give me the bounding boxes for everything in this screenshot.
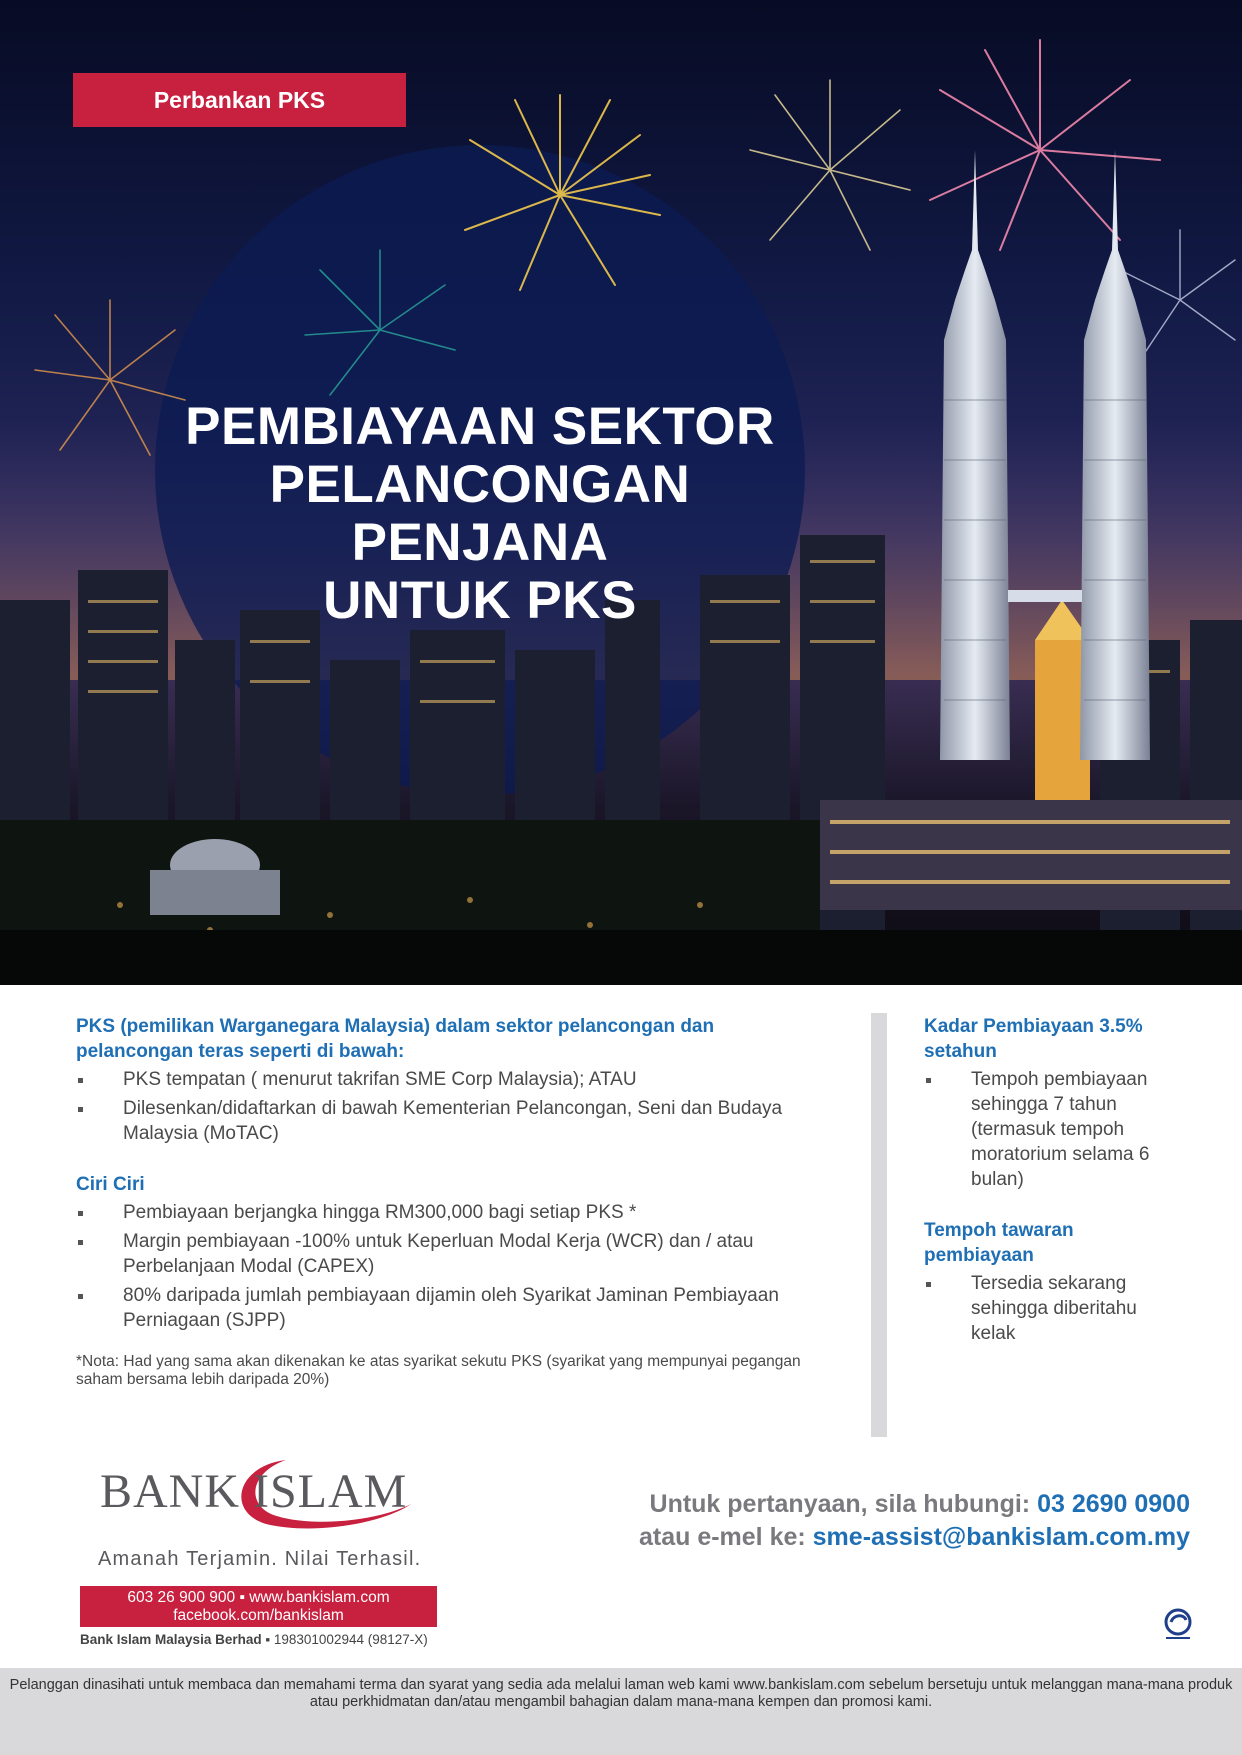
rate-title: Kadar Pembiayaan 3.5% setahun bbox=[924, 1016, 1143, 1062]
enquiry-phone-label: Untuk pertanyaan, sila hubungi: bbox=[649, 1490, 1038, 1518]
rate-list bbox=[924, 1067, 1184, 1192]
title-line: PENJANA bbox=[351, 513, 609, 572]
logo-word-islam: ISLAM bbox=[253, 1465, 408, 1518]
eligibility-title: PKS (pemilikan Warganegara Malaysia) dalam sektor pelancongan dan pelancongan teras seperti di bawah: bbox=[76, 1016, 715, 1062]
company-reg-number: ▪ 198301002944 (98127-X) bbox=[261, 1632, 428, 1647]
enquiry-email-line bbox=[639, 1521, 1190, 1554]
list-item: 80% daripada jumlah pembiayaan dijamin oleh Syarikat Jaminan Pembiayaan Perniagaan (SJPP) bbox=[76, 1283, 836, 1333]
enquiry-phone-number[interactable]: 03 2690 0900 bbox=[1037, 1490, 1190, 1518]
contact-phone-web[interactable]: 603 26 900 900 ▪ www.bankislam.com bbox=[127, 1589, 390, 1606]
details-right-column bbox=[924, 1014, 1184, 1350]
disclaimer-footer: Pelanggan dinasihati untuk membaca dan memahami terma dan syarat yang sedia ada melalui laman web kami www.bankislam.com sebelum bersetuju untuk melanggan mana-mana produk atau perkhidmatan dan/atau mengambil bahagian dalam mana-mana kempen dan promosi kami. bbox=[0, 1668, 1242, 1755]
list-item: Margin pembiayaan -100% untuk Keperluan Modal Kerja (WCR) dan / atau Perbelanjaan Modal (CAPEX) bbox=[76, 1229, 836, 1279]
features-title: Ciri Ciri bbox=[76, 1174, 145, 1195]
list-item: Tempoh pembiayaan sehingga 7 tahun (termasuk tempoh moratorium selama 6 bulan) bbox=[924, 1067, 1184, 1192]
list-item: PKS tempatan ( menurut takrifan SME Corp Malaysia); ATAU bbox=[76, 1067, 836, 1092]
bank-islam-logo bbox=[98, 1452, 428, 1532]
company-registration bbox=[80, 1632, 428, 1647]
enquiry-phone-line bbox=[639, 1488, 1190, 1521]
features-list bbox=[76, 1200, 836, 1333]
title-line: PEMBIAYAAN SEKTOR bbox=[185, 397, 775, 456]
offer-period-list bbox=[924, 1271, 1184, 1346]
category-tag: Perbankan PKS bbox=[73, 73, 406, 127]
footnote: *Nota: Had yang sama akan dikenakan ke atas syarikat sekutu PKS (syarikat yang mempunyai pegangan saham bersama lebih daripada 20%) bbox=[76, 1353, 801, 1388]
list-item: Dilesenkan/didaftarkan di bawah Kementerian Pelancongan, Seni dan Budaya Malaysia (MoTAC) bbox=[76, 1096, 836, 1146]
logo-word-bank: BANK bbox=[100, 1465, 241, 1518]
list-item: Tersedia sekarang sehingga diberitahu kelak bbox=[924, 1271, 1184, 1346]
logo-tagline: Amanah Terjamin. Nilai Terhasil. bbox=[98, 1548, 422, 1570]
enquiry-email-label: atau e-mel ke: bbox=[638, 1523, 813, 1551]
details-left-column bbox=[76, 1014, 836, 1389]
eligibility-list bbox=[76, 1067, 836, 1146]
list-item: Pembiayaan berjangka hingga RM300,000 bagi setiap PKS * bbox=[76, 1200, 836, 1225]
enquiry-block bbox=[639, 1488, 1190, 1554]
contact-facebook[interactable]: facebook.com/bankislam bbox=[173, 1607, 344, 1624]
column-divider bbox=[871, 1013, 887, 1437]
title-line: UNTUK PKS bbox=[323, 571, 637, 630]
page-title bbox=[150, 398, 810, 630]
offer-period-title: Tempoh tawaran pembiayaan bbox=[924, 1220, 1074, 1266]
enquiry-email-link[interactable]: sme-assist@bankislam.com.my bbox=[812, 1523, 1190, 1551]
title-line: PELANCONGAN bbox=[269, 455, 691, 514]
company-name: Bank Islam Malaysia Berhad bbox=[80, 1632, 262, 1647]
contact-box bbox=[80, 1586, 437, 1627]
islamic-banking-seal-icon bbox=[1162, 1608, 1194, 1642]
